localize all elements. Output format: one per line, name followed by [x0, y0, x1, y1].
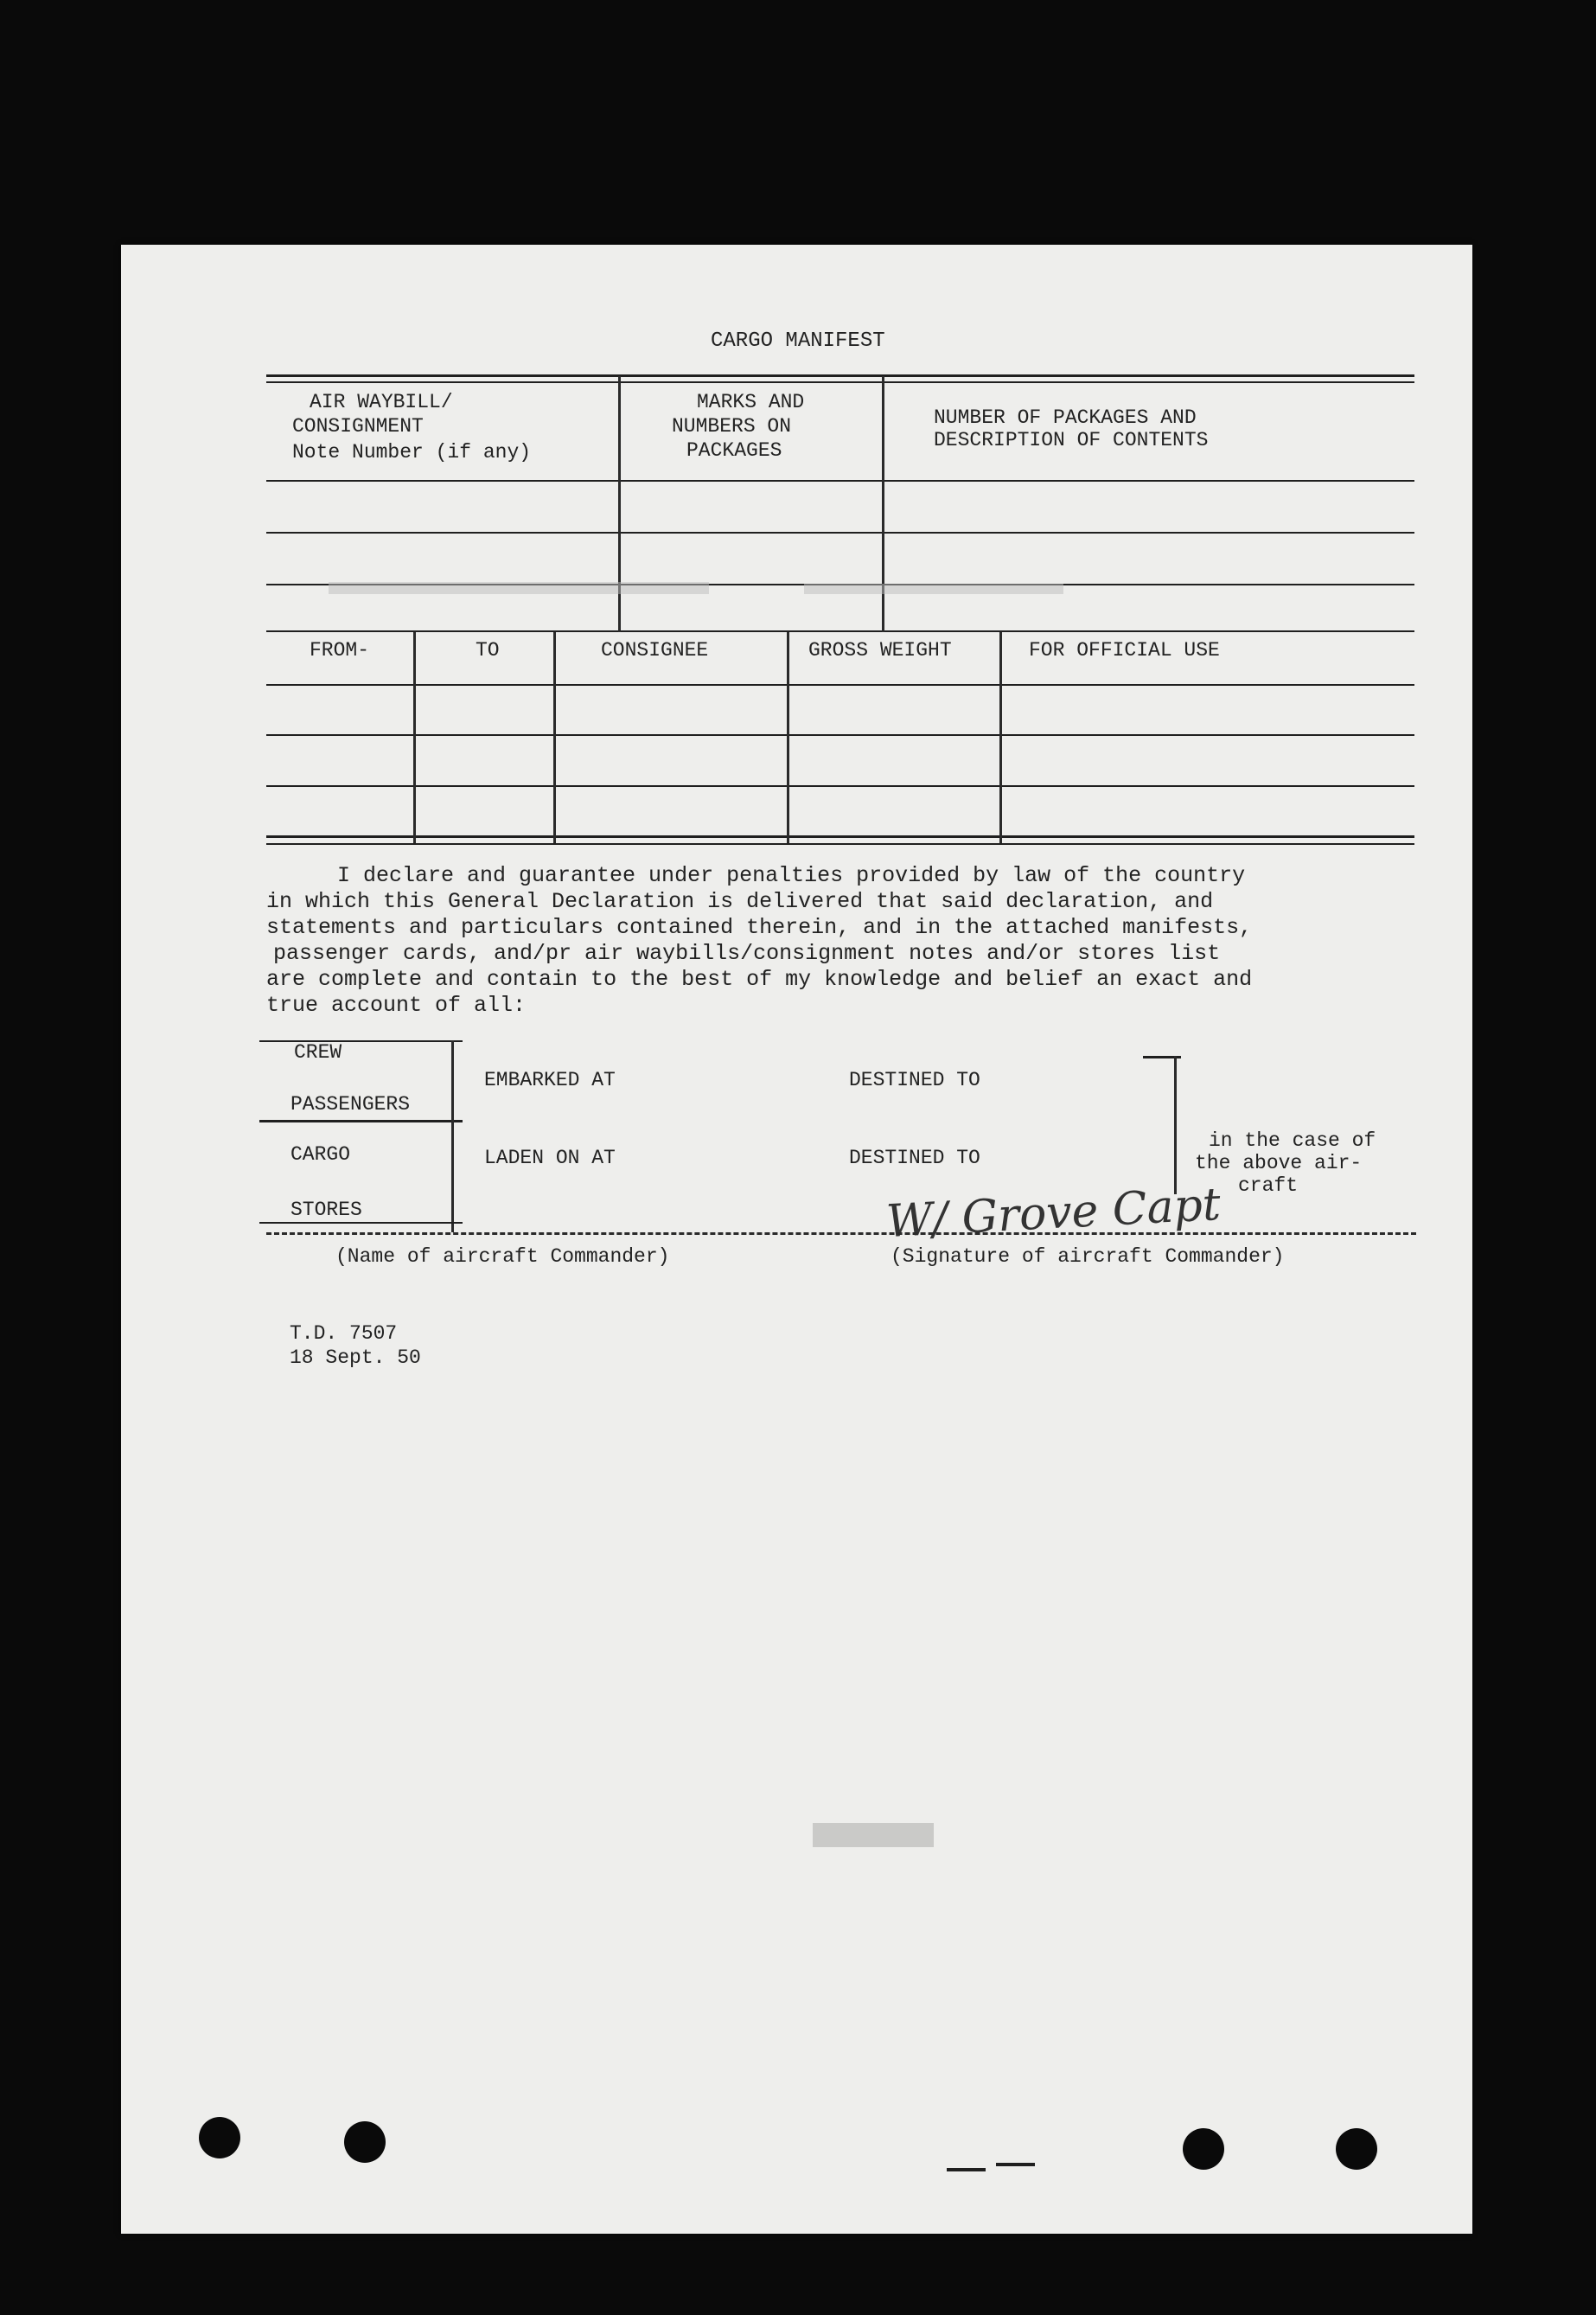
- name-caption: (Name of aircraft Commander): [335, 1245, 670, 1268]
- header-consignee: CONSIGNEE: [601, 639, 709, 662]
- case-note-line-3: craft: [1238, 1174, 1299, 1197]
- punch-hole: [199, 2117, 240, 2158]
- signature-caption: (Signature of aircraft Commander): [891, 1245, 1285, 1268]
- label-stores: STORES: [290, 1199, 362, 1221]
- header-official-use: FOR OFFICIAL USE: [1029, 639, 1220, 662]
- form-date: 18 Sept. 50: [290, 1346, 421, 1369]
- header-air-waybill-line-3: Note Number (if any): [292, 441, 532, 464]
- header-to: TO: [476, 639, 500, 662]
- declaration-line-3: statements and particulars contained therein, and in the attached manifests,: [266, 915, 1253, 940]
- header-air-waybill-line-2: CONSIGNMENT: [292, 415, 424, 438]
- account-rule-mid: [259, 1120, 463, 1122]
- account-rule-top: [259, 1040, 463, 1042]
- header-marks-line-3: PACKAGES: [686, 439, 782, 462]
- mid-table-rule-row-2: [266, 785, 1414, 787]
- mid-table-divider-1: [413, 632, 416, 843]
- top-table-rule-header: [266, 480, 1414, 482]
- header-packages-line-2: DESCRIPTION OF CONTENTS: [934, 429, 1209, 451]
- case-note-line-2: the above air-: [1195, 1152, 1363, 1174]
- declaration-line-1: I declare and guarantee under penalties provided by law of the country: [337, 863, 1246, 888]
- punch-hole: [1183, 2128, 1224, 2170]
- faint-offset-text: [329, 582, 709, 594]
- signature-dashed-line: [266, 1232, 1416, 1235]
- mid-table-divider-2: [553, 632, 556, 843]
- mid-table-rule-header: [266, 684, 1414, 686]
- label-crew: CREW: [294, 1041, 342, 1064]
- top-table-rule-row-1: [266, 532, 1414, 534]
- declaration-line-4: passenger cards, and/pr air waybills/consignment notes and/or stores list: [273, 941, 1221, 966]
- header-gross-weight: GROSS WEIGHT: [808, 639, 952, 662]
- label-destined-to-1: DESTINED TO: [849, 1069, 980, 1091]
- case-note-line-1: in the case of: [1209, 1129, 1376, 1152]
- mid-table-rule-bottom-2: [266, 843, 1414, 845]
- form-code: T.D. 7507: [290, 1322, 398, 1345]
- label-passengers: PASSENGERS: [290, 1093, 411, 1116]
- header-packages-line-1: NUMBER OF PACKAGES AND: [934, 406, 1197, 429]
- bottom-mark: [996, 2163, 1035, 2166]
- declaration-line-2: in which this General Declaration is delivered that said declaration, and: [266, 889, 1214, 914]
- mid-table-divider-3: [787, 632, 789, 843]
- stamp-smudge: [813, 1823, 934, 1847]
- label-destined-to-2: DESTINED TO: [849, 1147, 980, 1169]
- label-cargo: CARGO: [290, 1143, 351, 1166]
- header-from: FROM-: [310, 639, 370, 662]
- label-laden-on-at: LADEN ON AT: [484, 1147, 616, 1169]
- form-paper: [121, 245, 1472, 2234]
- account-bracket-2: [451, 1120, 454, 1232]
- header-air-waybill-line-1: AIR WAYBILL/: [310, 391, 453, 413]
- declaration-line-5: are complete and contain to the best of my knowledge and belief an exact and: [266, 967, 1253, 992]
- header-marks-line-2: NUMBERS ON: [672, 415, 792, 438]
- right-bracket: [1174, 1056, 1177, 1194]
- page-title: CARGO MANIFEST: [711, 329, 885, 353]
- top-table-rule-top-1: [266, 374, 1414, 377]
- bottom-mark: [947, 2168, 986, 2171]
- top-table-rule-bottom: [266, 630, 1414, 632]
- faint-offset-text: [804, 584, 1063, 594]
- punch-hole: [1336, 2128, 1377, 2170]
- mid-table-rule-bottom-1: [266, 835, 1414, 838]
- account-rule-bottom: [259, 1222, 463, 1224]
- mid-table-rule-row-1: [266, 734, 1414, 736]
- top-table-rule-top-2: [266, 381, 1414, 383]
- header-marks-line-1: MARKS AND: [697, 391, 805, 413]
- label-embarked-at: EMBARKED AT: [484, 1069, 616, 1091]
- declaration-line-6: true account of all:: [266, 993, 527, 1018]
- mid-table-divider-4: [999, 632, 1002, 843]
- handwritten-signature: W/ Grove Capt: [884, 1178, 1223, 1249]
- punch-hole: [344, 2121, 386, 2163]
